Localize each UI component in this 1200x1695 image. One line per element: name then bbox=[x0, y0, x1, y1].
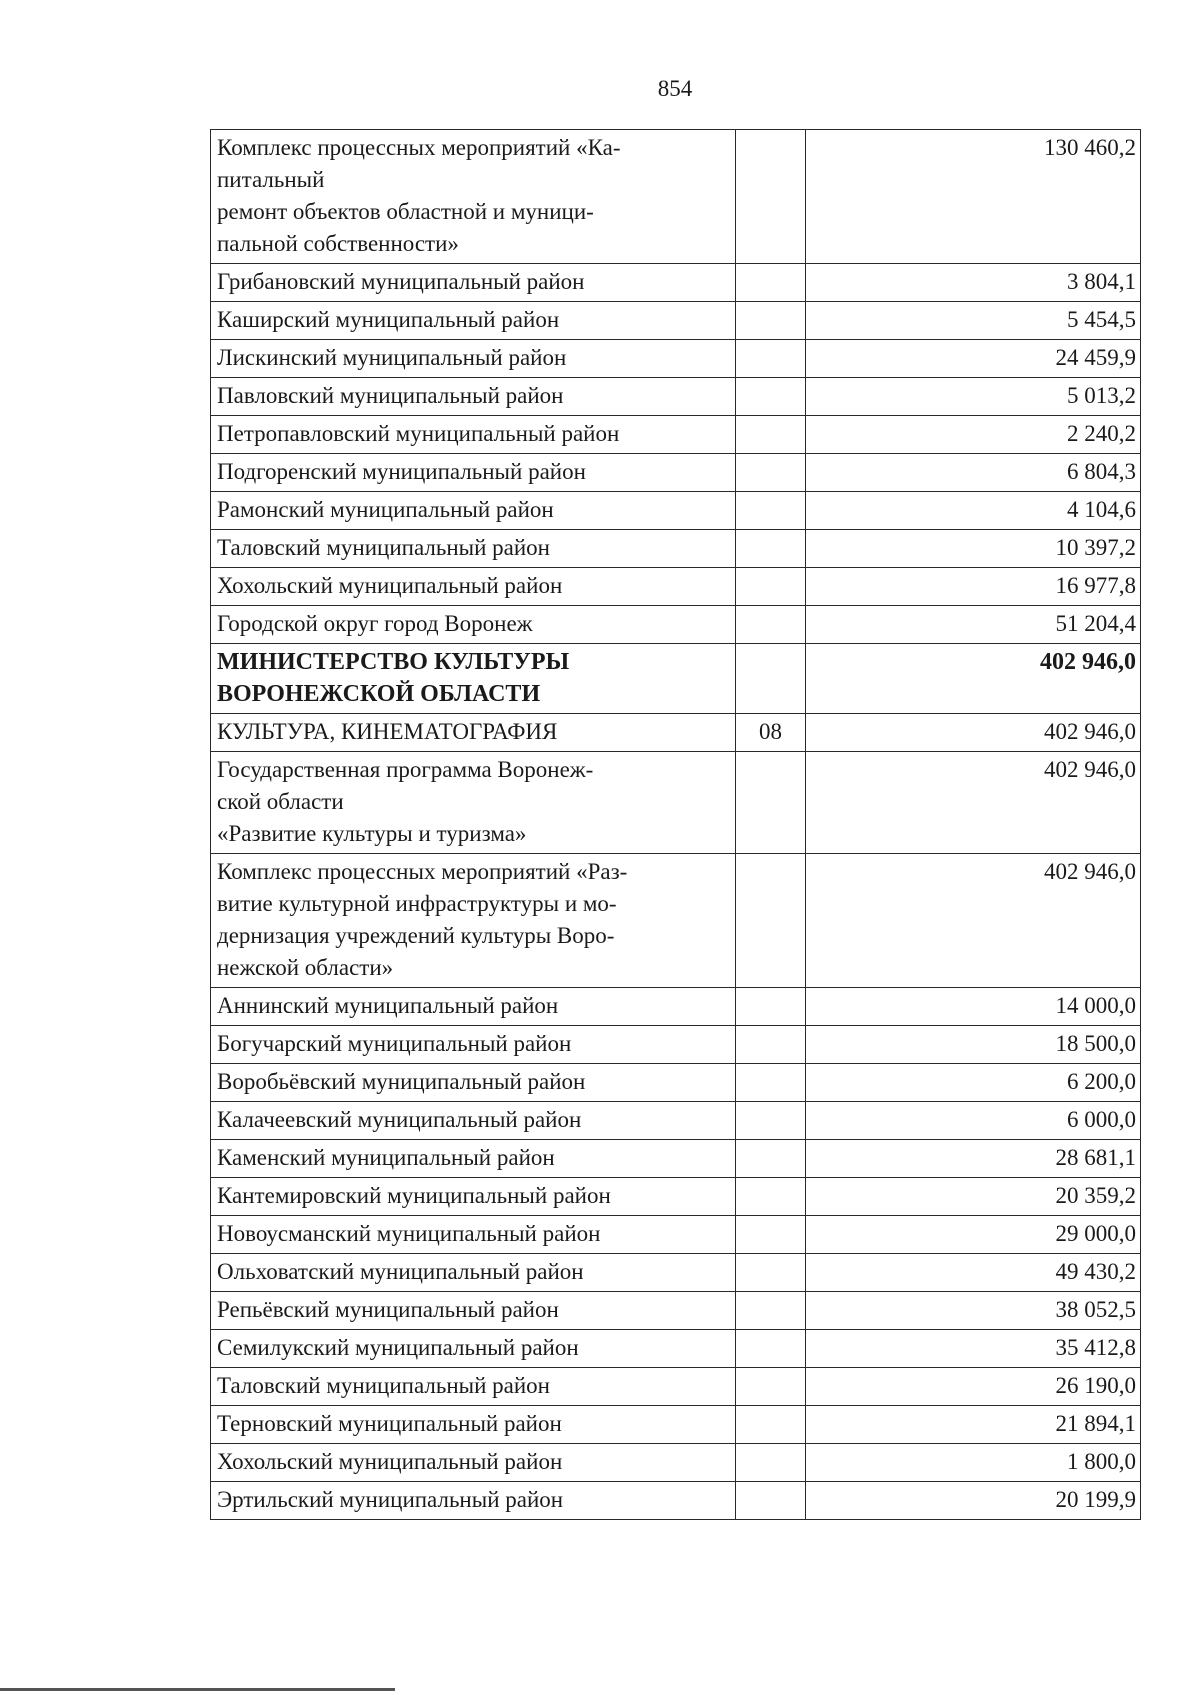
row-name-cell bbox=[211, 1482, 736, 1520]
row-amount-cell: 130 460,2 bbox=[806, 130, 1141, 264]
row-name-line: ской области bbox=[217, 789, 344, 814]
row-name-line: Комплекс процессных мероприятий «Раз- bbox=[217, 859, 628, 884]
page-number: 854 bbox=[657, 76, 693, 101]
row-name-cell bbox=[211, 714, 736, 752]
row-code-cell bbox=[736, 1292, 806, 1330]
table-row bbox=[211, 530, 1141, 568]
row-name-line: Семилукский муниципальный район bbox=[217, 1335, 579, 1360]
row-amount-cell: 49 430,2 bbox=[806, 1254, 1141, 1292]
row-code-cell bbox=[736, 1102, 806, 1140]
row-name-line: Хохольский муниципальный район bbox=[217, 573, 563, 598]
row-name-cell bbox=[211, 568, 736, 606]
row-code-cell bbox=[736, 988, 806, 1026]
row-name-line: Хохольский муниципальный район bbox=[217, 1449, 563, 1474]
row-code-cell bbox=[736, 1368, 806, 1406]
table-row bbox=[211, 752, 1141, 854]
row-code-cell bbox=[736, 1254, 806, 1292]
row-amount-cell: 20 359,2 bbox=[806, 1178, 1141, 1216]
table-row bbox=[211, 1330, 1141, 1368]
table-row bbox=[211, 264, 1141, 302]
budget-table bbox=[210, 129, 1141, 1520]
row-code-cell: 08 bbox=[736, 714, 806, 752]
row-code-cell bbox=[736, 606, 806, 644]
row-name-cell bbox=[211, 1026, 736, 1064]
row-code-cell bbox=[736, 752, 806, 854]
row-name-cell bbox=[211, 988, 736, 1026]
row-name-cell bbox=[211, 1254, 736, 1292]
table-row bbox=[211, 454, 1141, 492]
table-row bbox=[211, 854, 1141, 988]
row-amount-cell: 5 454,5 bbox=[806, 302, 1141, 340]
table-row bbox=[211, 1292, 1141, 1330]
row-name-cell bbox=[211, 854, 736, 988]
row-name-line: Павловский муниципальный район bbox=[217, 383, 564, 408]
row-name-line: «Развитие культуры и туризма» bbox=[217, 821, 527, 846]
row-name-line: Таловский муниципальный район bbox=[217, 535, 550, 560]
row-amount-cell: 20 199,9 bbox=[806, 1482, 1141, 1520]
row-code-cell bbox=[736, 1216, 806, 1254]
row-code-cell bbox=[736, 1064, 806, 1102]
table-row bbox=[211, 492, 1141, 530]
row-amount-cell: 402 946,0 bbox=[806, 714, 1141, 752]
row-name-line: Каменский муниципальный район bbox=[217, 1145, 555, 1170]
row-name-line: Каширский муниципальный район bbox=[217, 307, 560, 332]
row-name-cell bbox=[211, 1064, 736, 1102]
row-name-cell bbox=[211, 1292, 736, 1330]
row-amount-cell: 402 946,0 bbox=[806, 854, 1141, 988]
row-name-cell bbox=[211, 130, 736, 264]
row-name-cell bbox=[211, 264, 736, 302]
table-row bbox=[211, 1178, 1141, 1216]
row-name-cell bbox=[211, 530, 736, 568]
table-row bbox=[211, 416, 1141, 454]
row-amount-cell: 4 104,6 bbox=[806, 492, 1141, 530]
row-amount-cell: 29 000,0 bbox=[806, 1216, 1141, 1254]
table-row bbox=[211, 1368, 1141, 1406]
row-name-cell bbox=[211, 454, 736, 492]
table-row bbox=[211, 1140, 1141, 1178]
row-name-line: Кантемировский муниципальный район bbox=[217, 1183, 611, 1208]
row-name-line: витие культурной инфраструктуры и мо- bbox=[217, 891, 617, 916]
row-code-cell bbox=[736, 1026, 806, 1064]
row-name-line: Ольховатский муниципальный район bbox=[217, 1259, 584, 1284]
row-amount-cell: 16 977,8 bbox=[806, 568, 1141, 606]
row-amount-cell: 3 804,1 bbox=[806, 264, 1141, 302]
scan-edge-line bbox=[0, 1688, 395, 1691]
table-row bbox=[211, 1064, 1141, 1102]
row-name-line: Богучарский муниципальный район bbox=[217, 1031, 572, 1056]
row-name-line: МИНИСТЕРСТВО КУЛЬТУРЫ bbox=[217, 649, 570, 675]
row-name-line: пальной собственности» bbox=[217, 231, 459, 256]
row-code-cell bbox=[736, 644, 806, 714]
row-code-cell bbox=[736, 130, 806, 264]
budget-table-body bbox=[211, 130, 1141, 1520]
table-row bbox=[211, 378, 1141, 416]
row-name-line: Эртильский муниципальный район bbox=[217, 1487, 564, 1512]
row-name-cell bbox=[211, 340, 736, 378]
row-amount-cell: 402 946,0 bbox=[806, 644, 1141, 714]
row-name-line: Подгоренский муниципальный район bbox=[217, 459, 586, 484]
row-code-cell bbox=[736, 416, 806, 454]
row-code-cell bbox=[736, 530, 806, 568]
row-code-cell bbox=[736, 1178, 806, 1216]
row-amount-cell: 6 200,0 bbox=[806, 1064, 1141, 1102]
row-name-line: питальный bbox=[217, 167, 325, 192]
row-code-cell bbox=[736, 1482, 806, 1520]
row-amount-cell: 6 000,0 bbox=[806, 1102, 1141, 1140]
row-name-line: Аннинский муниципальный район bbox=[217, 993, 559, 1018]
row-name-line: Грибановский муниципальный район bbox=[217, 269, 585, 294]
row-amount-cell: 1 800,0 bbox=[806, 1444, 1141, 1482]
row-name-cell bbox=[211, 1368, 736, 1406]
row-name-cell bbox=[211, 1102, 736, 1140]
row-code-cell bbox=[736, 1444, 806, 1482]
row-code-cell bbox=[736, 340, 806, 378]
row-name-cell bbox=[211, 1406, 736, 1444]
table-row bbox=[211, 1102, 1141, 1140]
row-name-cell bbox=[211, 1178, 736, 1216]
table-row bbox=[211, 714, 1141, 752]
row-name-cell bbox=[211, 378, 736, 416]
row-amount-cell: 24 459,9 bbox=[806, 340, 1141, 378]
table-row bbox=[211, 1254, 1141, 1292]
row-code-cell bbox=[736, 1406, 806, 1444]
row-amount-cell: 35 412,8 bbox=[806, 1330, 1141, 1368]
row-amount-cell: 26 190,0 bbox=[806, 1368, 1141, 1406]
table-row bbox=[211, 606, 1141, 644]
row-code-cell bbox=[736, 854, 806, 988]
row-amount-cell: 2 240,2 bbox=[806, 416, 1141, 454]
row-name-line: Новоусманский муниципальный район bbox=[217, 1221, 601, 1246]
row-name-cell bbox=[211, 644, 736, 714]
row-name-cell bbox=[211, 1140, 736, 1178]
row-name-cell bbox=[211, 606, 736, 644]
row-amount-cell: 5 013,2 bbox=[806, 378, 1141, 416]
table-row bbox=[211, 130, 1141, 264]
table-row bbox=[211, 1406, 1141, 1444]
table-row bbox=[211, 1482, 1141, 1520]
row-name-cell bbox=[211, 1330, 736, 1368]
row-amount-cell: 402 946,0 bbox=[806, 752, 1141, 854]
row-code-cell bbox=[736, 1330, 806, 1368]
table-row bbox=[211, 340, 1141, 378]
table-row bbox=[211, 988, 1141, 1026]
table-row bbox=[211, 302, 1141, 340]
row-amount-cell: 38 052,5 bbox=[806, 1292, 1141, 1330]
row-name-line: Лискинский муниципальный район bbox=[217, 345, 567, 370]
row-amount-cell: 10 397,2 bbox=[806, 530, 1141, 568]
row-code-cell bbox=[736, 1140, 806, 1178]
row-name-line: Терновский муниципальный район bbox=[217, 1411, 562, 1436]
row-code-cell bbox=[736, 264, 806, 302]
row-name-cell bbox=[211, 492, 736, 530]
row-name-line: Репьёвский муниципальный район bbox=[217, 1297, 559, 1322]
table-row bbox=[211, 1444, 1141, 1482]
row-name-cell bbox=[211, 1444, 736, 1482]
row-name-line: ремонт объектов областной и муници- bbox=[217, 199, 594, 224]
row-name-line: Городской округ город Воронеж bbox=[217, 611, 533, 636]
row-amount-cell: 14 000,0 bbox=[806, 988, 1141, 1026]
row-name-line: Воробьёвский муниципальный район bbox=[217, 1069, 586, 1094]
table-row bbox=[211, 1026, 1141, 1064]
row-name-line: ВОРОНЕЖСКОЙ ОБЛАСТИ bbox=[217, 681, 541, 707]
row-name-line: Комплекс процессных мероприятий «Ка- bbox=[217, 135, 621, 160]
row-name-line: Калачеевский муниципальный район bbox=[217, 1107, 582, 1132]
row-amount-cell: 28 681,1 bbox=[806, 1140, 1141, 1178]
row-name-line: Петропавловский муниципальный район bbox=[217, 421, 620, 446]
row-name-line: КУЛЬТУРА, КИНЕМАТОГРАФИЯ bbox=[217, 719, 558, 744]
row-name-cell bbox=[211, 1216, 736, 1254]
row-code-cell bbox=[736, 568, 806, 606]
row-name-cell bbox=[211, 302, 736, 340]
row-amount-cell: 18 500,0 bbox=[806, 1026, 1141, 1064]
row-name-line: Таловский муниципальный район bbox=[217, 1373, 550, 1398]
row-amount-cell: 51 204,4 bbox=[806, 606, 1141, 644]
row-code-cell bbox=[736, 378, 806, 416]
row-code-cell bbox=[736, 302, 806, 340]
row-code-cell bbox=[736, 454, 806, 492]
row-amount-cell: 6 804,3 bbox=[806, 454, 1141, 492]
row-name-line: дернизация учреждений культуры Воро- bbox=[217, 923, 615, 948]
row-name-cell bbox=[211, 416, 736, 454]
row-code-cell bbox=[736, 492, 806, 530]
row-name-line: нежской области» bbox=[217, 955, 394, 980]
row-name-line: Государственная программа Воронеж- bbox=[217, 757, 594, 782]
table-row bbox=[211, 568, 1141, 606]
table-row bbox=[211, 1216, 1141, 1254]
row-name-cell bbox=[211, 752, 736, 854]
row-name-line: Рамонский муниципальный район bbox=[217, 497, 554, 522]
row-amount-cell: 21 894,1 bbox=[806, 1406, 1141, 1444]
table-row bbox=[211, 644, 1141, 714]
